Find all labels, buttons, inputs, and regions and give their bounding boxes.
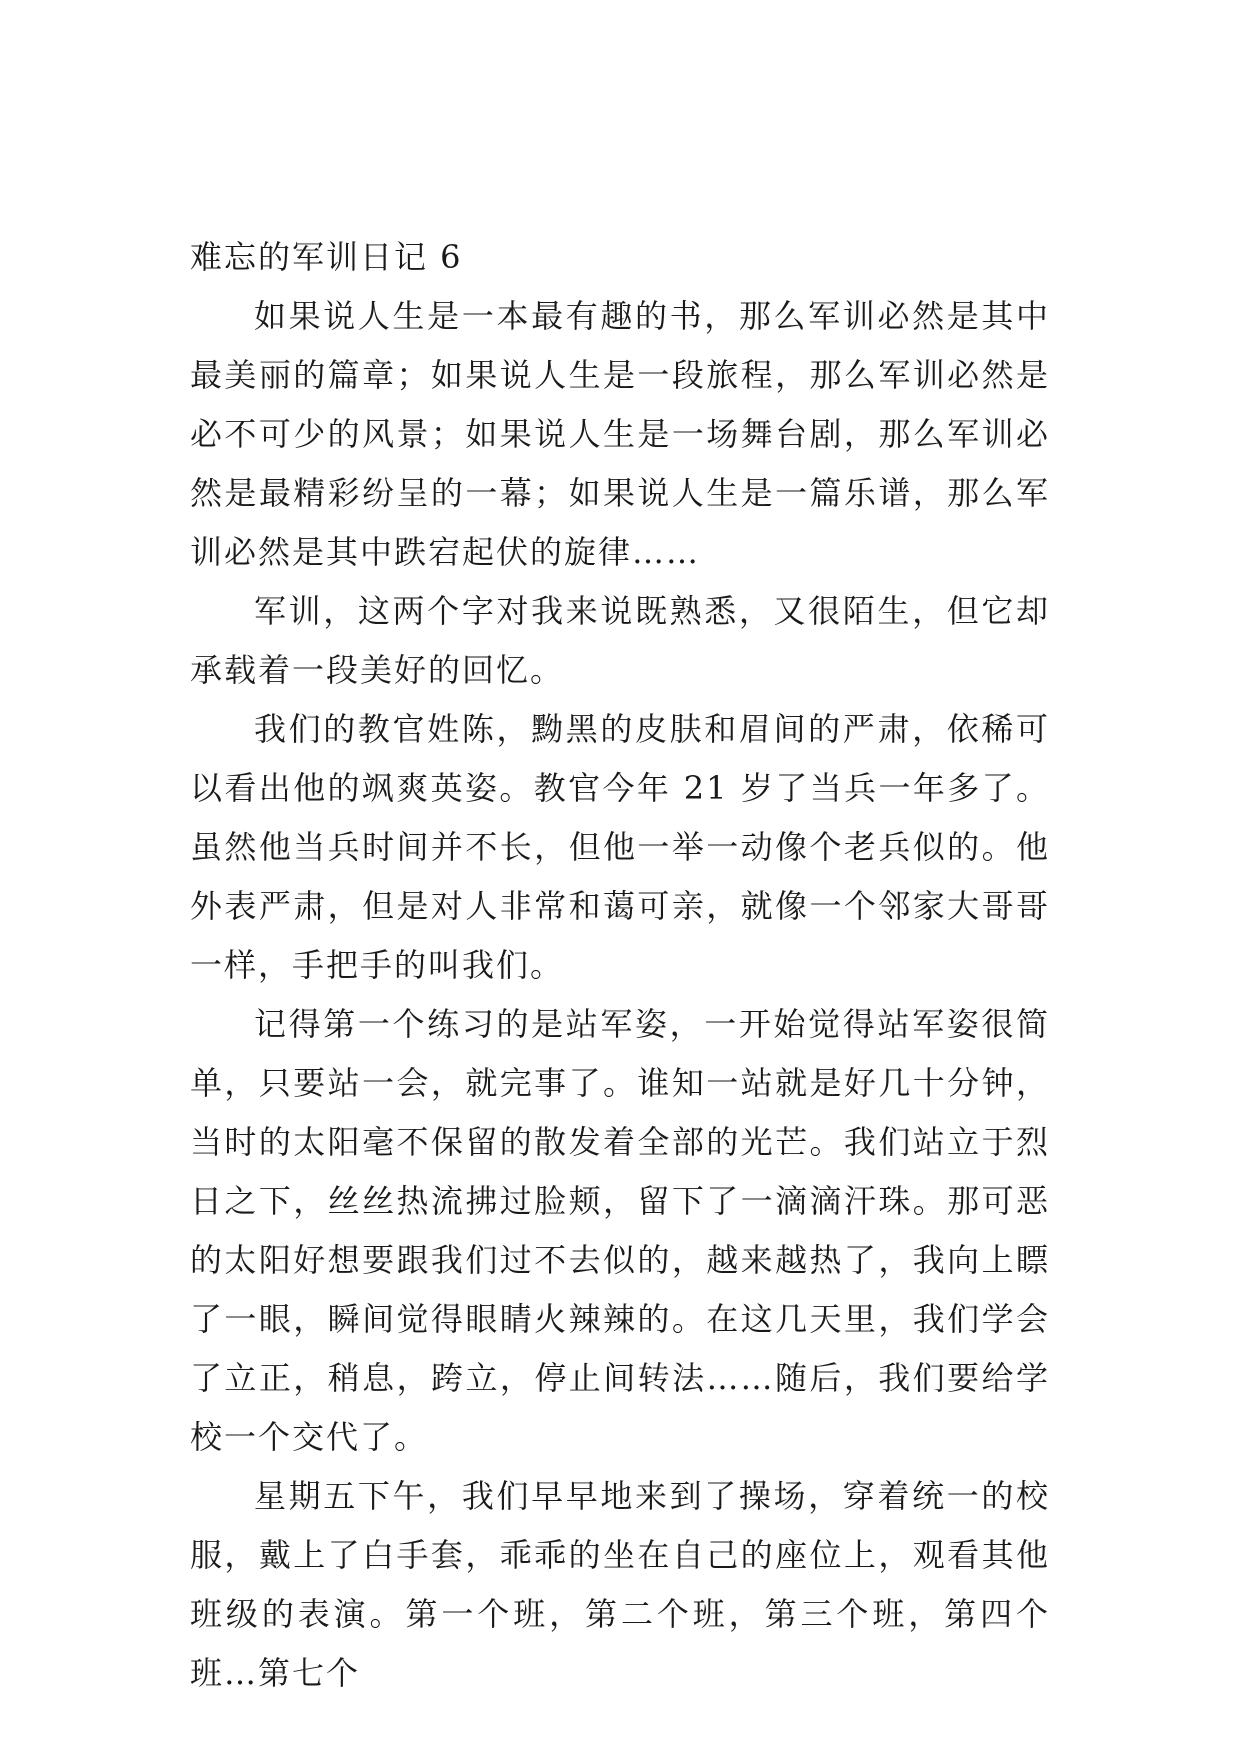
paragraph-3: 我们的教官姓陈，黝黑的皮肤和眉间的严肃，依稀可以看出他的飒爽英姿。教官今年 21 岁了当兵一年多了。虽然他当兵时间并不长，但他一举一动像个老兵似的。他外表严肃，但是对人非常和蔼可亲，就像一个邻家大哥哥一样，手把手的叫我们。: [190, 710, 1050, 984]
paragraph-1: 如果说人生是一本最有趣的书，那么军训必然是其中最美丽的篇章；如果说人生是一段旅程，那么军训必然是必不可少的风景；如果说人生是一场舞台剧，那么军训必然是最精彩纷呈的一幕；如果说人生是一篇乐谱，那么军训必然是其中跌宕起伏的旋律……: [190, 297, 1050, 571]
document-body: [190, 228, 1050, 1703]
paragraph-5: 星期五下午，我们早早地来到了操场，穿着统一的校服，戴上了白手套，乖乖的坐在自己的座位上，观看其他班级的表演。第一个班，第二个班，第三个班，第四个班…第七个: [190, 1477, 1050, 1692]
document-title: 难忘的军训日记 6: [190, 238, 463, 276]
paragraph-4: 记得第一个练习的是站军姿，一开始觉得站军姿很简单，只要站一会，就完事了。谁知一站就是好几十分钟，当时的太阳毫不保留的散发着全部的光芒。我们站立于烈日之下，丝丝热流拂过脸颊，留下了一滴滴汗珠。那可恶的太阳好想要跟我们过不去似的，越来越热了，我向上瞟了一眼，瞬间觉得眼睛火辣辣的。在这几天里，我们学会了立正，稍息，跨立，停止间转法……随后，我们要给学校一个交代了。: [190, 1005, 1050, 1456]
paragraph-2: 军训，这两个字对我来说既熟悉，又很陌生，但它却承载着一段美好的回忆。: [190, 592, 1050, 689]
